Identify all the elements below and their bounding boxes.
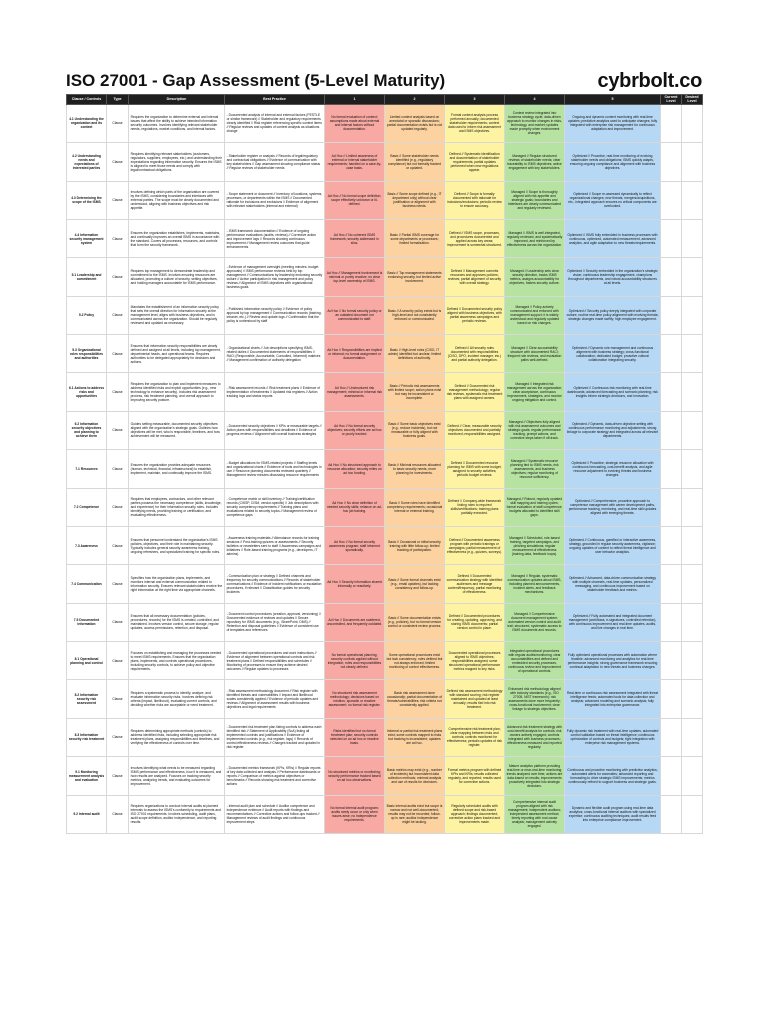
header-best-practice: Best Practice <box>225 95 325 105</box>
desired-level-input[interactable] <box>682 642 703 680</box>
level-5-cell: Optimized // ISMS fully embedded in business processes with continuous, optimized, automated measurement, advanced analytics, and agile adaptation to new threats/requirements. <box>565 219 661 257</box>
type-cell: Clause <box>107 795 129 833</box>
table-row <box>67 296 703 334</box>
level-3-cell: Comprehensive risk treatment plan; clear mapping between risks and controls; controls monitored for effectiveness; periodic updates of risk register. <box>445 718 505 756</box>
table-row <box>67 565 703 603</box>
description-cell: Requires the organization to determine external and internal issues that affect the ability to achieve intended information security outcomes. Involves identifying relevant stakeholder needs, regulations, market conditions, and internal factors. <box>129 104 225 142</box>
desired-level-input[interactable] <box>682 718 703 756</box>
desired-level-input[interactable] <box>682 526 703 564</box>
header-level-5: 5 <box>565 95 661 105</box>
header-type: Type <box>107 95 129 105</box>
level-1-cell: Ad Hoc // No coherent ISMS framework; security addressed in silos. <box>325 219 385 257</box>
level-2-cell: Basic risk assessment done occasionally; partial documentation of threats/vulnerabilities; risk criteria not consistently applied. <box>385 680 445 718</box>
control-cell: 4.3 Determining the scope of the ISMS <box>67 181 107 219</box>
level-4-cell: Context review integrated into business strategy cycle; data-driven approach to monitor changes in risks, technology, and market; updates made promptly when environment changes. <box>505 104 565 142</box>
header-level-2: 2 <box>385 95 445 105</box>
level-4-cell: Advanced risk treatment strategy with cost-benefit analysis for controls; risk owners actively engaged; controls integrated with business processes; effectiveness measured and reported regularly. <box>505 718 565 756</box>
level-4-cell: Enhanced risk methodology aligned with industry standards (e.g., ISO 27005, NIST framework); risk assessments done more frequently; cross-functional involvement; clear linkage to strategic objectives. <box>505 680 565 718</box>
type-cell: Clause <box>107 680 129 718</box>
desired-level-input[interactable] <box>682 104 703 142</box>
description-cell: Ensures the organization provides adequate resources (human, technical, financial, infrastructural) to establish, implement, maintain, and continually improve the ISMS. <box>129 450 225 488</box>
level-2-cell: Some operational procedures exist but lack consistency; roles defined but not always enforced; limited monitoring of control effectiveness. <box>385 642 445 680</box>
description-cell: Requires a systematic process to identify, analyze, and evaluate information security risks. Involves defining risk criteria (impact, likelihood), evaluating current controls, and deciding whether risks are acceptable or need treatment. <box>129 680 225 718</box>
level-5-cell: Optimized // Dynamic role management and continuous alignment with business strategy; cross-functional collaboration; dedicated budget; proactive cultural collaboration integrating security. <box>565 335 661 373</box>
table-row <box>67 258 703 296</box>
level-2-cell: Basic // Some basic objectives exist (e.g., reduce incidents), but not measurable or fully aligned with business goals. <box>385 411 445 449</box>
control-cell: 5.3 Organizational roles responsibilities and authorities <box>67 335 107 373</box>
level-3-cell: Defined // Documented risk management methodology; regular risk reviews, systematic risk treatment plans with assigned owners. <box>445 373 505 411</box>
level-2-cell: Basic // Periodic risk assessments with limited scope; action plans exist but may be inconsistent or incomplete. <box>385 373 445 411</box>
best-practice-cell: - Organizational charts // Job descriptions specifying ISMS-related duties // Documented statements of responsibilities // RACI (Responsible, Accountable, Consulted, Informed) matrices // Management confirmation of authority delegation <box>225 335 325 373</box>
table-row <box>67 411 703 449</box>
desired-level-input[interactable] <box>682 411 703 449</box>
level-3-cell: Defined // Documented resource planning for ISMS with some budget; assigned to security activities; periodic budget reviews. <box>445 450 505 488</box>
desired-level-input[interactable] <box>682 258 703 296</box>
header-clause-controls: Clause / Controls <box>67 95 107 105</box>
current-level-input[interactable] <box>661 450 682 488</box>
level-3-cell: Formal metrics program with defined KPIs and KRIs; results collected regularly, and reported; results used for corrective actions. <box>445 757 505 795</box>
level-2-cell: Basic // Top management statements endorsing security, but limited active involvement. <box>385 258 445 296</box>
current-level-input[interactable] <box>661 603 682 641</box>
control-cell: 9.1 Monitoring measurement analysis and evaluation <box>67 757 107 795</box>
level-2-cell: Basic internal audits exist but scope is narrow and not well-documented; results may not be recorded; follow-up is rare; auditor independence might be lacking. <box>385 795 445 833</box>
desired-level-input[interactable] <box>682 450 703 488</box>
type-cell: Clause <box>107 181 129 219</box>
level-1-cell: Ad Hoc // Documents are scattered, uncontrolled, and frequently outdated. <box>325 603 385 641</box>
table-row <box>67 488 703 526</box>
desired-level-input[interactable] <box>682 335 703 373</box>
level-2-cell: Basic // A security policy exists but is high-level and not consistently enforced or communicated. <box>385 296 445 334</box>
current-level-input[interactable] <box>661 411 682 449</box>
current-level-input[interactable] <box>661 219 682 257</box>
description-cell: Requires the organization to plan and implement measures to address identified risks and exploit opportunities (e.g., new technology to enhance security). Includes risk assessment process, risk treatment planning, and overall approach to improving security posture. <box>129 373 225 411</box>
level-1-cell: Ad Hoc // No formal security objectives; security efforts are ad hoc or poorly tracked. <box>325 411 385 449</box>
level-1-cell: Ad Hoc // Unstructured risk management; minimal or informal risk assessments. <box>325 373 385 411</box>
level-3-cell: Defined // Scope is formally documented with rationale for inclusions/exclusions; periodic review to ensure accuracy. <box>445 181 505 219</box>
control-cell: 8.3 Information security risk treatment <box>67 718 107 756</box>
table-row <box>67 526 703 564</box>
type-cell: Clause <box>107 450 129 488</box>
description-cell: Requires top management to demonstrate leadership and commitment to the ISMS. Involves ensuring resources are allocated, promoting a culture of security, setting objectives, and holding managers accountable for ISMS performance. <box>129 258 225 296</box>
type-cell: Clause <box>107 565 129 603</box>
table-row <box>67 104 703 142</box>
level-4-cell: Managed // Regular, systematic communication updates about ISMS, including planned announcements, incident alerts, and feedback mechanisms. <box>505 565 565 603</box>
level-3-cell: Defined // Documented awareness program with periodic trainings or campaigns; partial measurement of effectiveness (e.g., quizzes, surveys). <box>445 526 505 564</box>
type-cell: Clause <box>107 335 129 373</box>
table-row <box>67 335 703 373</box>
level-4-cell: Managed // Objectives fully aligned with risk assessment outcomes and strategic goals; regular performance tracking, prompt actions, and corrective steps taken if off-track. <box>505 411 565 449</box>
level-3-cell: Defined // Documented security policy aligned with business objectives, with partial awareness campaigns and periodic reviews. <box>445 296 505 334</box>
best-practice-cell: - Documented security objectives // KPIs or measurable targets // Action plans with responsibilities and deadlines // Evidence of progress reviews // Alignment with overall business strategies <box>225 411 325 449</box>
level-3-cell: Regularly scheduled audits with defined scope and risk-based approach; findings documented; corrective action plans tracked and improvements made. <box>445 795 505 833</box>
description-cell: Focuses on establishing and managing the processes needed to meet ISMS requirements. Ensures that the organization plans, implements, and controls operational procedures, including security controls, to achieve policy and objective requirements. <box>129 642 225 680</box>
header-desired-level: Desired Level <box>682 95 703 105</box>
level-4-cell: Managed // Scope is thoroughly aligned with risk appetite and strategic goals; boundaries and interfaces are clearly communicated and regularly reviewed. <box>505 181 565 219</box>
best-practice-cell: - Risk assessment methodology document // Risk register with identified threats and vulnerabilities // Impact and likelihood scales consistently applied // Evidence of periodic updates and reviews // Alignment of assessment results with business objectives and legal requirements <box>225 680 325 718</box>
table-row <box>67 795 703 833</box>
level-5-cell: Real-time or continuous risk assessment integrated with threat intelligence feeds; automated tools for data collection and analysis; advanced modeling and scenario analysis; fully integrated into enterprise governance. <box>565 680 661 718</box>
current-level-input[interactable] <box>661 680 682 718</box>
header-level-1: 1 <box>325 95 385 105</box>
desired-level-input[interactable] <box>682 680 703 718</box>
type-cell: Clause <box>107 526 129 564</box>
control-cell: 6.2 Information security objectives and planning to achieve them <box>67 411 107 449</box>
best-practice-cell: - Documented metrics framework (KPIs, KRIs) // Regular reports of key data collected and analysis // Performance dashboards or reports // Comparison of metrics against objectives or benchmarks // Records showing risk treatment and corrective actions <box>225 757 325 795</box>
description-cell: Ensures that all necessary documentation (policies, procedures, records) for the ISMS is created, controlled, and maintained. Involves version control, secure storage, regular updates, access permissions, retention, and disposal. <box>129 603 225 641</box>
level-2-cell: Basic // Some formal channels exist (e.g., email updates), but lacking consistency and follow-up. <box>385 565 445 603</box>
level-1-cell: Risks identified but no formal treatment plan; security controls selected on an ad hoc or reactive basis. <box>325 718 385 756</box>
description-cell: Ensures the organization establishes, implements, maintains, and continually improves an overall ISMS in accordance with the standard. Covers all processes, resources, and controls that form the security framework. <box>129 219 225 257</box>
description-cell: Involves identifying what needs to be measured regarding ISMS performance and effectiveness, how it is measured, and how results are analyzed. Focuses on tracking security metrics, analyzing trends, and evaluating outcomes for improvement. <box>129 757 225 795</box>
gap-assessment-table <box>66 94 703 834</box>
level-4-cell: Managed // ISMS is well-integrated, regularly reviewed, and systematically improved, and reinforced by effectiveness across the organization. <box>505 219 565 257</box>
level-2-cell: Basic // Some roles have identified competency requirements; occasional internal or external training. <box>385 488 445 526</box>
control-cell: 7.5 Documented information <box>67 603 107 641</box>
desired-level-input[interactable] <box>682 565 703 603</box>
current-level-input[interactable] <box>661 373 682 411</box>
level-1-cell: Ad Hoc // No formal security policy or an outdated document not communicated to staff. <box>325 296 385 334</box>
best-practice-cell: - Competence matrix or skill inventory // Training/certification records (CISSP, CISM, vendor-specific) // Job descriptions with security competency requirements // Training plans and evaluations related to security topics // Management review of competence gaps <box>225 488 325 526</box>
table-row <box>67 219 703 257</box>
current-level-input[interactable] <box>661 335 682 373</box>
description-cell: Requires determining appropriate methods (controls) to address identified risks, including selecting appropriate risk treatment plans, assigning responsibilities and timelines, and verifying the effectiveness of controls over time. <box>129 718 225 756</box>
best-practice-cell: - Internal audit plan and schedule // Auditor competence and independence evidence // Audit reports with findings and recommendations // Corrective actions and follow-ups tracked // Management reviews of audit findings and continuous improvement steps <box>225 795 325 833</box>
level-1-cell: Ad Hoc // Management involvement is minimal or purely reactive; no clear top-level ownership of ISMS. <box>325 258 385 296</box>
best-practice-cell: - Risk assessment records // Risk treatment plans // Evidence of implementation of treatments // Updated risk registers // Action tracking logs and status reports <box>225 373 325 411</box>
best-practice-cell: - Published information security policy // Evidence of policy approval by top management // Communication records (training, intranet, etc.) // Review and update logs // Confirmation that the policy is understood by staff <box>225 296 325 334</box>
header-description: Description <box>129 95 225 105</box>
type-cell: Clause <box>107 757 129 795</box>
level-1-cell: No formal internal audit program; audits rarely occur or only when issues arise; no independence requirements. <box>325 795 385 833</box>
level-3-cell: Defined // Documented procedures for creating, updating, approving, and storing ISMS documents; partial version control in place. <box>445 603 505 641</box>
control-cell: 7.4 Communication <box>67 565 107 603</box>
level-2-cell: Basic // Some documentation exists (e.g., policies), but no formal version control or consistent review process. <box>385 603 445 641</box>
desired-level-input[interactable] <box>682 296 703 334</box>
level-3-cell: Defined // Management commits resources and approves policies; reviews; partial alignment of security with overall strategy. <box>445 258 505 296</box>
control-cell: 6.1 Actions to address risks and opportunities <box>67 373 107 411</box>
level-5-cell: Continuous and proactive monitoring with predictive analytics; automated alerts for anomalies; advanced reporting and forecasting to drive strategic ISMS improvements; metrics continuously refined to support business and strategic goals. <box>565 757 661 795</box>
level-2-cell: Basic metrics may exist (e.g., number of incidents) but inconsistent data collection methods; minimal analysis and use of results for decisions. <box>385 757 445 795</box>
level-5-cell: Dynamic and flexible audit program using real-time data analytics; cross-functional internal auditors with specialized expertise; continuous auditing techniques; audit results feed into enterprise compliance improvement. <box>565 795 661 833</box>
page-header <box>66 68 702 94</box>
level-3-cell: Defined // Company-wide framework linking roles to required skills/certifications; training plans partially executed. <box>445 488 505 526</box>
level-5-cell: Optimized // Dynamic, data-driven objective setting with continuous performance monitoring and adjustments; strong linkage to corporate strategy and integrated across all relevant departments. <box>565 411 661 449</box>
level-5-cell: Optimized // Advanced, data-driven communication strategy with multiple channels, real-time updates, personalized messaging, and continuous improvement based on stakeholder feedback and metrics. <box>565 565 661 603</box>
level-4-cell: Managed // Leadership sets clear security direction, tracks ISMS metrics, assigns accountability for objectives, fosters security culture. <box>505 258 565 296</box>
level-5-cell: Optimized // Continuous, gamified or interactive awareness, strategy, grounded in regular security awareness, vigilance; ongoing updates of content to reflect threat intelligence and user behavior analytics. <box>565 526 661 564</box>
level-4-cell: Managed // Scheduled, role-based training, targeted campaigns, and phishing simulations; regular measurement of effectiveness (training data, feedback loops). <box>505 526 565 564</box>
header-level-4: 4 <box>505 95 565 105</box>
level-3-cell: Documented operational processes aligned to ISMS objectives; responsibilities assigned; some structured operational performance metrics mapped to key risks. <box>445 642 505 680</box>
type-cell: Clause <box>107 143 129 181</box>
level-5-cell: Optimized // Fully automated and integrated document management (workflows, e-signatures, controlled retention), with continuous improvement and real-time updates, audits, and live changes in real time. <box>565 603 661 641</box>
level-4-cell: Managed // Clear accountability structure with documented RACI; frequent role reviews, and escalation paths well-defined. <box>505 335 565 373</box>
desired-level-input[interactable] <box>682 373 703 411</box>
level-5-cell: Optimized // Comprehensive, proactive approach to competence management with career development paths, performance tracking, mentoring, and real-time skill updates aligned with emerging threats. <box>565 488 661 526</box>
level-5-cell: Optimized // Proactive, real-time monitoring of evolving stakeholder needs and obligations; ISMS quickly adapts, ensuring ongoing compliance and alignment with business objectives. <box>565 143 661 181</box>
best-practice-cell: - Documented risk treatment plan listing controls to address each identified risk // Statement of Applicability (SoA) listing all implemented controls and justifications // Evidence of implemented controls (e.g., risk register, logs) // Records of control effectiveness reviews // Changes tracked and updated in risk register <box>225 718 325 756</box>
description-cell: Involves defining which parts of the organization are covered by the ISMS, considering boundaries and interfaces with external parties. The scope must be clearly documented and understood, aligning with business objectives and risk appetite. <box>129 181 225 219</box>
level-2-cell: Basic // Occasional or initial security training with little follow-up; limited tracking of participation. <box>385 526 445 564</box>
table-row <box>67 603 703 641</box>
level-4-cell: Managed // Systematic resource planning tied to ISMS needs, risk assessments, and business objectives; regular monitoring of resource sufficiency. <box>505 450 565 488</box>
current-level-input[interactable] <box>661 296 682 334</box>
level-5-cell: Ongoing and dynamic context monitoring with real-time updates; predictive analytics used to anticipate changes; fully integrated with enterprise risk management for continuous adaptation and improvement. <box>565 104 661 142</box>
brand-logo-text: cybrbolt.co <box>597 69 702 92</box>
level-5-cell: Optimized // Continuous risk monitoring with real-time dashboards; advanced forecasting and scenario planning; risk insights inform strategic decisions, and innovation. <box>565 373 661 411</box>
control-cell: 4.1 Understanding the organization and its context <box>67 104 107 142</box>
level-1-cell: Ad Hoc // Responsibilities are implied or informal; no formal assignment or documentation. <box>325 335 385 373</box>
level-1-cell: No structured metrics or monitoring; security performance tracked based on ad hoc observations. <box>325 757 385 795</box>
current-level-input[interactable] <box>661 526 682 564</box>
description-cell: Requires that employees, contractors, and other relevant parties possess the necessary competence (skills, knowledge, and experience) for their information security roles. Includes identifying needs, providing training or certification, and evaluating effectiveness. <box>129 488 225 526</box>
header-current-level: Current Level <box>661 95 682 105</box>
level-1-cell: No formal evaluation of context; assumptions made about external and internal factors without documentation. <box>325 104 385 142</box>
control-cell: 5.1 Leadership and commitment <box>67 258 107 296</box>
level-4-cell: Managed // Comprehensive document management system; automated version control and audit trail; structured, systematic access to ISMS documents and records. <box>505 603 565 641</box>
level-4-cell: Managed // Robust, regularly updated skill mapping and training cycles; formal evaluation of staff competence; budgets allocated to identified skill gaps. <box>505 488 565 526</box>
control-cell: 8.2 Information security risk assessment <box>67 680 107 718</box>
best-practice-cell: - Stakeholder register or analysis // Records of legal/regulatory and contractual obligations // Evidence of communication with key stakeholders // Gap assessment showing compliance status // Regular reviews of stakeholder needs <box>225 143 325 181</box>
level-4-cell: Managed // Integrated risk management across the organization; clear acceptance, continuous improvement, strategies, and monitor ongoing mitigation and control. <box>505 373 565 411</box>
level-5-cell: Optimized // Security embedded in the organization's strategic vision; continuous leadership engagement, champions throughout departments, and robust accountability structures at all levels. <box>565 258 661 296</box>
control-cell: 7.3 Awareness <box>67 526 107 564</box>
type-cell: Clause <box>107 373 129 411</box>
current-level-input[interactable] <box>661 181 682 219</box>
current-level-input[interactable] <box>661 488 682 526</box>
table-row <box>67 642 703 680</box>
level-1-cell: No structured risk assessment methodology; decisions based on intuition, sporadic or reactive assessment; no formal risk register. <box>325 680 385 718</box>
level-1-cell: Ad Hoc // No formal security awareness program; staff informed sporadically. <box>325 526 385 564</box>
level-3-cell: Formal context analysis process performed annually; documented stakeholder requirements; context data used to inform risk assessment and ISMS objectives. <box>445 104 505 142</box>
level-1-cell: Ad Hoc // No formal scope definition; scope effectively unknown or ill-defined. <box>325 181 385 219</box>
type-cell: Clause <box>107 718 129 756</box>
type-cell: Clause <box>107 603 129 641</box>
current-level-input[interactable] <box>661 718 682 756</box>
type-cell: Clause <box>107 488 129 526</box>
current-level-input[interactable] <box>661 795 682 833</box>
header-level-3: 3 <box>445 95 505 105</box>
table-row <box>67 181 703 219</box>
level-5-cell: Fully optimized operational processes with automation where feasible; advanced monitoring and analytics for real-time performance insights; strong governance framework ensuring continual adaptation to new threats and business changes. <box>565 642 661 680</box>
level-4-cell: Mature analytics platform providing real-time or near-real-time monitoring; trends analyzed over time; actions are data-based on results; improvements proactively integrated into strategic decisions. <box>505 757 565 795</box>
best-practice-cell: - ISMS framework documentation // Evidence of ongoing performance evaluations (audits, reviews) // Corrective action and improvement logs // Records showing continuous improvement // Management review outcomes that guide enhancements <box>225 219 325 257</box>
control-cell: 7.2 Competence <box>67 488 107 526</box>
current-level-input[interactable] <box>661 104 682 142</box>
table-row <box>67 757 703 795</box>
level-1-cell: Ad Hoc // No structured approach to resource allocation; security relies on ad hoc funding. <box>325 450 385 488</box>
best-practice-cell: - Documented analysis of internal and external factors (PESTLE or similar framework) // Stakeholder and regulatory requirements clearly identified // Risk register referencing specific context items // Regular reviews and updates of context analysis as situations change <box>225 104 325 142</box>
control-cell: 7.1 Resources <box>67 450 107 488</box>
desired-level-input[interactable] <box>682 181 703 219</box>
desired-level-input[interactable] <box>682 143 703 181</box>
current-level-input[interactable] <box>661 565 682 603</box>
current-level-input[interactable] <box>661 258 682 296</box>
desired-level-input[interactable] <box>682 219 703 257</box>
desired-level-input[interactable] <box>682 757 703 795</box>
current-level-input[interactable] <box>661 757 682 795</box>
table-header-row <box>67 95 703 105</box>
table-row <box>67 680 703 718</box>
control-cell: 4.2 Understanding needs and expectations of interested parties <box>67 143 107 181</box>
level-2-cell: Informal or partial risk treatment plans exist; some controls mapped to risks but tracking is inconsistent; updates are ad hoc. <box>385 718 445 756</box>
table-row <box>67 450 703 488</box>
table-row <box>67 373 703 411</box>
level-3-cell: Defined // ISMS scope, processes, and procedures documented and applied across key areas; improvement is somewhat structured. <box>445 219 505 257</box>
description-cell: Specifies how the organization plans, implements, and monitors internal and external communication related to information security. Ensures relevant stakeholders receive the right information at the right time via appropriate channels. <box>129 565 225 603</box>
level-2-cell: Basic // Some stakeholder needs identified (e.g., regulatory compliance) but not formally tracked or updated. <box>385 143 445 181</box>
level-2-cell: Limited context analysis based on anecdotal or sporadic discussions; partial documentation exists but is not updated regularly. <box>385 104 445 142</box>
level-3-cell: Defined // Systematic identification and documentation of stakeholder requirements; partial updates performed when new regulations appear. <box>445 143 505 181</box>
best-practice-cell: - Documented operational procedures and work instructions // Evidence of alignment between operational controls and risk treatment plans // Defined responsibilities and schedules // Monitoring of processes to ensure they achieve desired outcomes // Regular updates to processes <box>225 642 325 680</box>
best-practice-cell: - Awareness training materials // Attendance records for training sessions // Post-training quizzes or assessments // Security bulletins or newsletters sent to staff // Awareness campaigns and initiatives // Role-based training programs (e.g., developers, IT admins) <box>225 526 325 564</box>
level-3-cell: Defined risk assessment methodology with standard scoring; risk register maintained and updated at least annually; results tied into risk treatment. <box>445 680 505 718</box>
level-3-cell: Defined // All security roles documented with responsibilities (CISO, DPO, incident manager, etc.) and partial authority delegation. <box>445 335 505 373</box>
table-row <box>67 143 703 181</box>
level-4-cell: Managed // Policy actively communicated and enforced with management support; it is widely understood and regularly updated based on risk changes. <box>505 296 565 334</box>
description-cell: Mandates the establishment of an information security policy that sets the overall direction for information security at the management level, aligns with business objectives, and is communicated across the organization. Should be regularly reviewed and updated as necessary. <box>129 296 225 334</box>
level-2-cell: Basic // Some scope defined (e.g., IT department only) without clear justification or alignment with business needs. <box>385 181 445 219</box>
description-cell: Requires identifying relevant stakeholders (customers, regulators, suppliers, employees, etc.) and understanding their expectations regarding information security. Ensures the ISMS is aligned to meet those needs and comply with legal/contractual obligations. <box>129 143 225 181</box>
desired-level-input[interactable] <box>682 795 703 833</box>
page-title: ISO 27001 - Gap Assessment (5-Level Maturity) <box>66 71 446 90</box>
level-1-cell: Ad Hoc // No clear definition of needed security skills; reliance on ad-hoc job training. <box>325 488 385 526</box>
description-cell: Ensures that information security responsibilities are clearly defined and assigned at all levels, including top management, departmental heads, and operational teams. Requires authorities to be delegated appropriately for decisions and actions. <box>129 335 225 373</box>
level-2-cell: Basic // Partial ISMS coverage for some departments or processes; limited formalization. <box>385 219 445 257</box>
level-4-cell: Managed // Regular structured reviews of stakeholder needs; clear traceability to ISMS objectives; active engagement with key stakeholders. <box>505 143 565 181</box>
control-cell: 4.4 Information security management system <box>67 219 107 257</box>
level-2-cell: Basic // High-level roles (CISO, IT admin) identified but unclear; limited definitions of authority. <box>385 335 445 373</box>
best-practice-cell: - Evidence of management oversight (meeting minutes, budget approvals) // ISMS performance reviews held by top management // Communications by leadership endorsing security culture // Active participation in risk management and policy reviews // Alignment of ISMS objectives with organizational business goals <box>225 258 325 296</box>
level-2-cell: Basic // Minimal resources allocated to basic security needs, more planning for investments. <box>385 450 445 488</box>
type-cell: Clause <box>107 642 129 680</box>
best-practice-cell: - Scope statement or document // Inventory of locations, systems, processes, or departments within the ISMS // Documented rationale for inclusions and exclusions // Evidence of alignment with relevant stakeholders (internal and external) <box>225 181 325 219</box>
control-cell: 8.1 Operational planning and control <box>67 642 107 680</box>
level-1-cell: Ad Hoc // Limited awareness of external or internal stakeholder requirements; handled on a case-by-case basis. <box>325 143 385 181</box>
description-cell: Requires organizations to conduct internal audits at planned intervals to assess the ISMS's conformity to requirements and ISO 27001 requirements. Involves scheduling, audit plans, audit scope definition, auditor independence, and reporting results. <box>129 795 225 833</box>
level-3-cell: Defined // Documented communication strategy with identified audiences and message content/frequency; partial monitoring of effectiveness. <box>445 565 505 603</box>
level-5-cell: Optimized // Security policy deeply integrated with corporate culture; routine real-time policy alignment with evolving threats; strategic changes made swiftly; high employee engagement. <box>565 296 661 334</box>
level-1-cell: No formal operational planning; security controls applied without integration; roles and responsibilities not clearly defined. <box>325 642 385 680</box>
type-cell: Clause <box>107 411 129 449</box>
best-practice-cell: - Communication plan or strategy // Defined channels and frequency for security communications // Records of stakeholder communications // Evidence of incident notifications or escalation procedures, if relevant // Classification guides for security incidents <box>225 565 325 603</box>
description-cell: Guides setting measurable, documented security objectives aligned with the organization's strategic goals. Outlines how objectives will be met, who is responsible, timelines, and how achievement will be measured. <box>129 411 225 449</box>
level-4-cell: Comprehensive internal audit program aligned with risk management; independent auditors; independent assessment method; timely reporting with root cause analysis; management actively engaged. <box>505 795 565 833</box>
type-cell: Clause <box>107 296 129 334</box>
level-5-cell: Fully dynamic risk treatment with real-time updates; automated control validation based on threat intelligence; continuous optimization of controls and budgets; tight integration with enterprise risk management systems. <box>565 718 661 756</box>
type-cell: Clause <box>107 258 129 296</box>
level-3-cell: Defined // Clear, measurable security objectives documented and partially monitored; responsibilities assigned. <box>445 411 505 449</box>
current-level-input[interactable] <box>661 143 682 181</box>
level-4-cell: Integrated operational procedures with regular audits/monitoring; clear accountabilities and defined and embedded security processes; continuous review and improvement of operational controls. <box>505 642 565 680</box>
control-cell: 9.2 Internal audit <box>67 795 107 833</box>
desired-level-input[interactable] <box>682 603 703 641</box>
level-5-cell: Optimized // Scope re-assessed dynamically to reflect organizational changes; new threats, mergers/acquisitions, etc.; integrated approach ensures no critical components are overlooked. <box>565 181 661 219</box>
best-practice-cell: - Document control procedures (creation, approval, versioning) // Documented evidence of reviews and updates // Secure repository for ISMS documents (e.g., SharePoint, DMS) // Retention and disposal guidelines // Evidence of consistent use of templates and references <box>225 603 325 641</box>
best-practice-cell: - Budget allocations for ISMS-related projects // Staffing levels and organizational charts // Evidence of tools and technologies in use // Resource planning documents reviewed quarterly // Management review minutes discussing resource requirements <box>225 450 325 488</box>
desired-level-input[interactable] <box>682 488 703 526</box>
type-cell: Clause <box>107 219 129 257</box>
control-cell: 5.2 Policy <box>67 296 107 334</box>
table-row <box>67 718 703 756</box>
level-1-cell: Ad Hoc // Security information shared informally or reactively. <box>325 565 385 603</box>
current-level-input[interactable] <box>661 642 682 680</box>
description-cell: Ensures that personnel understand the organization's ISMS policies, objectives, and their role in maintaining security. Typically includes general security awareness training, ongoing refreshers, and specialized training for specific roles. <box>129 526 225 564</box>
type-cell: Clause <box>107 104 129 142</box>
level-5-cell: Optimized // Proactive, strategic resource allocation with continuous forecasting, cost-benefit analysis, and agile resource adjustment to evolving threats and business changes. <box>565 450 661 488</box>
